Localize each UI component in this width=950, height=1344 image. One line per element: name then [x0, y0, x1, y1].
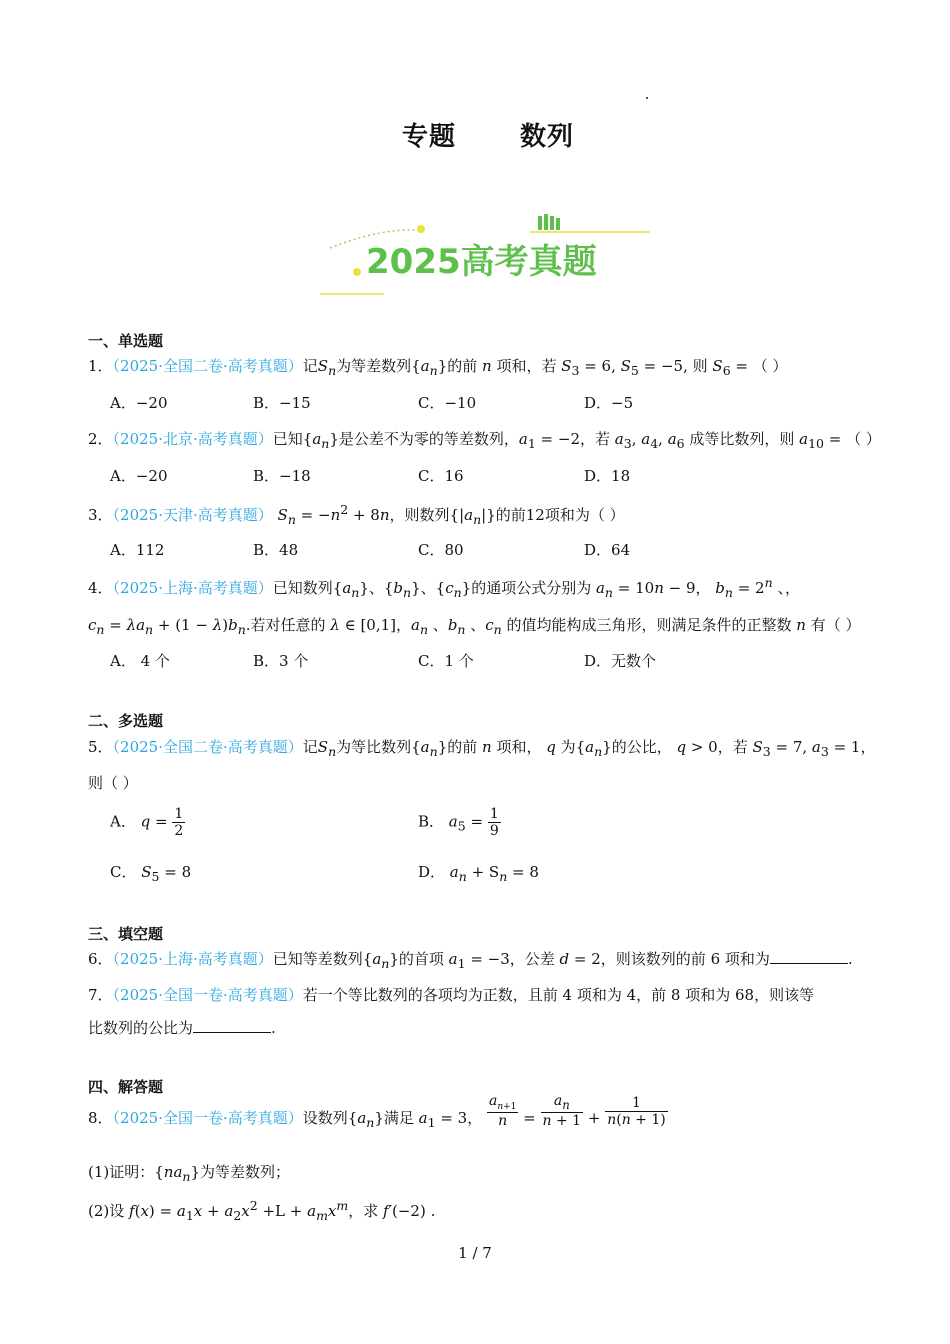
q7-answer-blank[interactable]	[193, 1020, 271, 1033]
q3-option-a[interactable]: A．112	[110, 541, 165, 559]
q2-option-c[interactable]: C．16	[418, 467, 464, 485]
q2-option-b[interactable]: B．−18	[253, 467, 311, 485]
q4-option-c[interactable]: C．1 个	[418, 652, 474, 670]
q1-option-b[interactable]: B．−15	[253, 394, 311, 412]
question-3: 3．（2025·天津·高考真题） $S_n = -n^2 + 8n$，则数列$\{|a_n|\}$的前12项和为（ ）	[88, 502, 625, 527]
title-left: 专题	[401, 122, 456, 152]
q3-option-d[interactable]: D．64	[584, 541, 631, 559]
question-7: 7．（2025·全国一卷·高考真题）若一个等比数列的各项均为正数，且前 4 项和为 4，前 8 项和为 68，则该等	[88, 986, 815, 1004]
q4-option-b[interactable]: B．3 个	[253, 652, 309, 670]
q5-option-a[interactable]: A． q = $\frac{1}{2}$	[110, 806, 184, 840]
title-right: 数列	[520, 122, 575, 152]
q1-option-d[interactable]: D．−5	[584, 394, 634, 412]
banner-title: 2025高考真题	[366, 242, 597, 282]
q5-option-b[interactable]: B． $a_5$ = $\frac{1}{9}$	[418, 806, 499, 840]
question-1: 1．（2025·全国二卷·高考真题）记$S_n$为等差数列$\{a_n\}$的前 n 项和，若 $S_3 = 6$, $S_5 = -5$, 则 $S_6$ = （ ）	[88, 357, 788, 378]
question-5-then: 则（ ）	[88, 774, 138, 792]
q5-option-c[interactable]: C． $S_5 = 8$	[110, 863, 192, 884]
question-5: 5．（2025·全国二卷·高考真题）记$S_n$为等比数列$\{a_n\}$的前 n 项和， q 为$\{a_n\}$的公比， q > 0，若 $S_3 = 7$, $a_3 = 1$，	[88, 738, 876, 759]
question-6: 6．（2025·上海·高考真题）已知等差数列$\{a_n\}$的首项 $a_1 = -3$，公差 d = 2，则该数列的前 6 项和为 .	[88, 950, 853, 971]
question-8-part-2: (2)设 $f(x) = a_1x + a_2x^2 +L + a_mx^m$，求 f′(−2) .	[88, 1198, 436, 1223]
page-number: 1 / 7	[458, 1244, 492, 1262]
page-title	[0, 116, 950, 153]
q6-answer-blank[interactable]	[770, 951, 848, 964]
question-2: 2．（2025·北京·高考真题）已知$\{a_n\}$是公差不为零的等差数列，$a_1 = -2$，若 $a_3$, $a_4$, $a_6$ 成等比数列，则 $a_{10}$ = （ ）	[88, 430, 881, 451]
question-7-line-2: 比数列的公比为 .	[88, 1019, 276, 1037]
question-8: 8．（2025·全国一卷·高考真题）设数列$\{a_n\}$满足 $a_1 = 3$， $\frac{a_{n+1}}{n}$ = $\frac{a_n}{n + 1}$ + $\frac{1}{n(n + 1)}$	[88, 1093, 666, 1131]
section-solution: 四、解答题	[88, 1078, 164, 1096]
section-single-choice: 一、单选题	[88, 332, 164, 350]
q2-option-d[interactable]: D．18	[584, 467, 631, 485]
question-4-line-2: $c_n = \lambda a_n + (1 - \lambda)b_n$.若对任意的 λ ∈ [0,1]，$a_n$ 、$b_n$ 、$c_n$ 的值均能构成三角形，则满足条件的正整数 n 有（ ）	[88, 616, 861, 637]
banner	[320, 208, 660, 300]
q5-option-d[interactable]: D． $a_n + S_n = 8$	[418, 863, 539, 884]
question-4: 4．（2025·上海·高考真题）已知数列$\{a_n\}$、$\{b_n\}$、$\{c_n\}$的通项公式分别为 $a_n = 10n - 9$， $b_n = 2^n$ 、，	[88, 575, 800, 600]
q2-option-a[interactable]: A．−20	[110, 467, 168, 485]
q1-option-c[interactable]: C．−10	[418, 394, 477, 412]
q3-option-c[interactable]: C．80	[418, 541, 464, 559]
q3-option-b[interactable]: B．48	[253, 541, 299, 559]
section-fill-blank: 三、填空题	[88, 925, 164, 943]
q4-option-a[interactable]: A． 4 个	[110, 652, 170, 670]
q4-option-d[interactable]: D．无数个	[584, 652, 657, 670]
section-multiple-choice: 二、多选题	[88, 712, 164, 730]
page-dot	[646, 97, 648, 99]
question-8-part-1: (1)证明：$\{na_n\}$为等差数列；	[88, 1163, 291, 1184]
q1-option-a[interactable]: A．−20	[110, 394, 168, 412]
